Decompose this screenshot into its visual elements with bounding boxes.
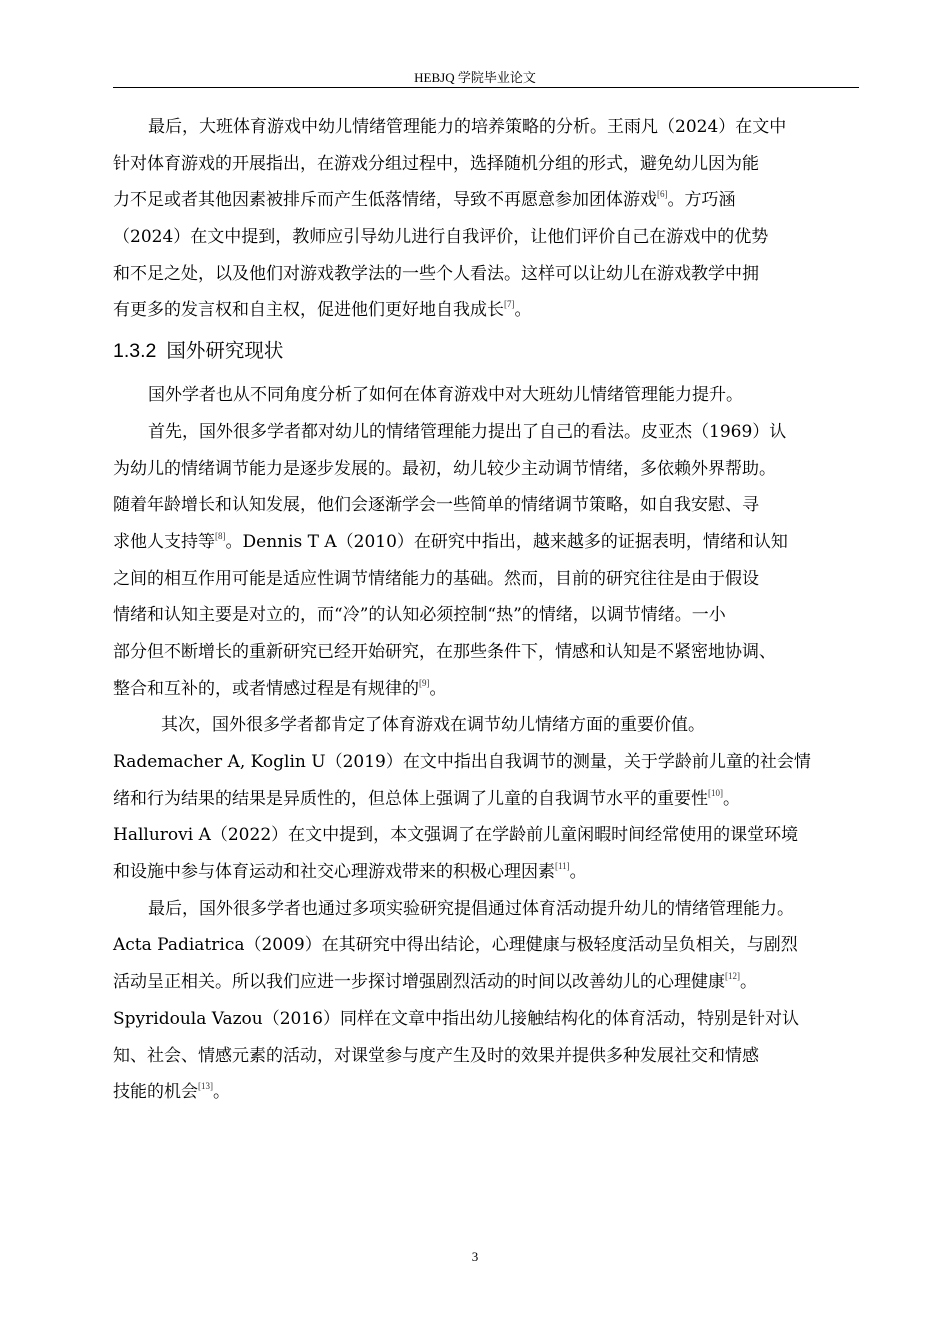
page-number: 3	[471, 1249, 479, 1264]
text-line: 情绪和认知主要是对立的，而“冷”的认知必须控制“热”的情绪，以调节情绪。一小	[113, 605, 726, 626]
text-line	[113, 854, 873, 891]
text-line: 最后，大班体育游戏中幼儿情绪管理能力的培养策略的分析。王雨凡（2024）在文中	[148, 117, 787, 137]
section-title: 国外研究现状	[166, 339, 284, 363]
text-line	[113, 964, 873, 1001]
citation-11: [11]	[555, 861, 570, 872]
text-span: 技能的机会	[113, 1082, 198, 1103]
text-line	[113, 671, 873, 708]
paragraph-foreign-views	[113, 414, 873, 708]
paragraph-domestic-strategies	[113, 109, 873, 329]
text-span: 和设施中参与体育运动和社交心理游戏带来的积极心理因素	[113, 862, 555, 883]
text-line: Acta Padiatrica（2009）在其研究中得出结论，心理健康与极轻度活动呈负相关，与剧烈	[113, 935, 798, 956]
citation-7: [7]	[504, 299, 515, 310]
text-line: Spyridoula Vazou（2016）同样在文章中指出幼儿接触结构化的体育活动，特别是针对认	[113, 1008, 799, 1029]
text-line: Rademacher A, Koglin U（2019）在文中指出自我调节的测量，关于学龄前儿童的社会情	[113, 752, 811, 772]
text-line	[113, 524, 873, 561]
text-span: 。	[514, 300, 532, 321]
text-line: 为幼儿的情绪调节能力是逐步发展的。最初，幼儿较少主动调节情绪，多依赖外界帮助。	[113, 458, 776, 479]
paragraph-sports-value	[113, 707, 873, 890]
text-line: 针对体育游戏的开展指出，在游戏分组过程中，选择随机分组的形式，避免幼儿因为能	[113, 153, 759, 174]
text-span: 。	[213, 1082, 230, 1103]
text-line: 知、社会、情感元素的活动，对课堂参与度产生及时的效果并提供多种发展社交和情感	[113, 1045, 759, 1066]
text-line: （2024）在文中提到，教师应引导幼儿进行自我评价，让他们评价自己在游戏中的优势	[113, 227, 769, 248]
text-span: 力不足或者其他因素被排斥而产生低落情绪，导致不再愿意参加团体游戏	[113, 190, 657, 211]
text-line: 其次，国外很多学者都肯定了体育游戏在调节幼儿情绪方面的重要价值。	[161, 715, 705, 736]
section-heading	[113, 329, 873, 377]
text-span: 活动呈正相关。所以我们应进一步探讨增强剧烈活动的时间以改善幼儿的心理健康	[113, 972, 725, 993]
paragraph-intro: 国外学者也从不同角度分析了如何在体育游戏中对大班幼儿情绪管理能力提升。	[148, 385, 743, 406]
text-line	[113, 1074, 873, 1111]
text-line: 之间的相互作用可能是适应性调节情绪能力的基础。然而，目前的研究往往是由于假设	[113, 568, 759, 589]
text-span: 。	[429, 678, 447, 699]
text-line: 首先，国外很多学者都对幼儿的情绪管理能力提出了自己的看法。皮亚杰（1969）认	[148, 421, 787, 442]
text-span: 有更多的发言权和自主权，促进他们更好地自我成长	[113, 300, 504, 321]
citation-9: [9]	[419, 677, 430, 688]
section-number: 1.3.2	[113, 340, 157, 363]
page-header-title: HEBJQ 学院毕业论文	[414, 70, 536, 85]
text-line	[113, 781, 873, 818]
text-line: 最后，国外很多学者也通过多项实验研究提倡通过体育活动提升幼儿的情绪管理能力。	[148, 898, 794, 919]
text-span: 整合和互补的，或者情感过程是有规律的	[113, 678, 419, 699]
text-line: Hallurovi A（2022）在文中提到，本文强调了在学龄前儿童闲暇时间经常使用的课堂环境	[113, 825, 799, 846]
citation-13: [13]	[198, 1081, 213, 1092]
text-line	[113, 182, 873, 219]
text-span: 。	[740, 972, 757, 993]
text-span: 。	[723, 788, 740, 809]
text-line: 和不足之处，以及他们对游戏教学法的一些个人看法。这样可以让幼儿在游戏教学中拥	[113, 263, 759, 284]
citation-8: [8]	[215, 530, 226, 541]
text-span: 绪和行为结果的结果是异质性的，但总体上强调了儿童的自我调节水平的重要性	[113, 788, 708, 809]
paragraph-experimental-research	[113, 891, 873, 1111]
text-line	[113, 292, 873, 329]
citation-10: [10]	[708, 787, 723, 798]
page-body	[113, 109, 873, 1111]
citation-12: [12]	[725, 971, 740, 982]
citation-6: [6]	[657, 189, 668, 200]
text-span: 求他人支持等	[113, 531, 215, 552]
text-line: 随着年龄增长和认知发展，他们会逐渐学会一些简单的情绪调节策略，如自我安慰、寻	[113, 495, 759, 516]
text-span: 。Dennis T A（2010）在研究中指出，越来越多的证据表明，情绪和认知	[225, 531, 788, 552]
header-rule	[113, 87, 859, 88]
text-span: 。方巧涵	[667, 190, 736, 211]
text-span: 。	[569, 862, 587, 883]
text-line: 部分但不断增长的重新研究已经开始研究，在那些条件下，情感和认知是不紧密地协调、	[113, 641, 776, 662]
